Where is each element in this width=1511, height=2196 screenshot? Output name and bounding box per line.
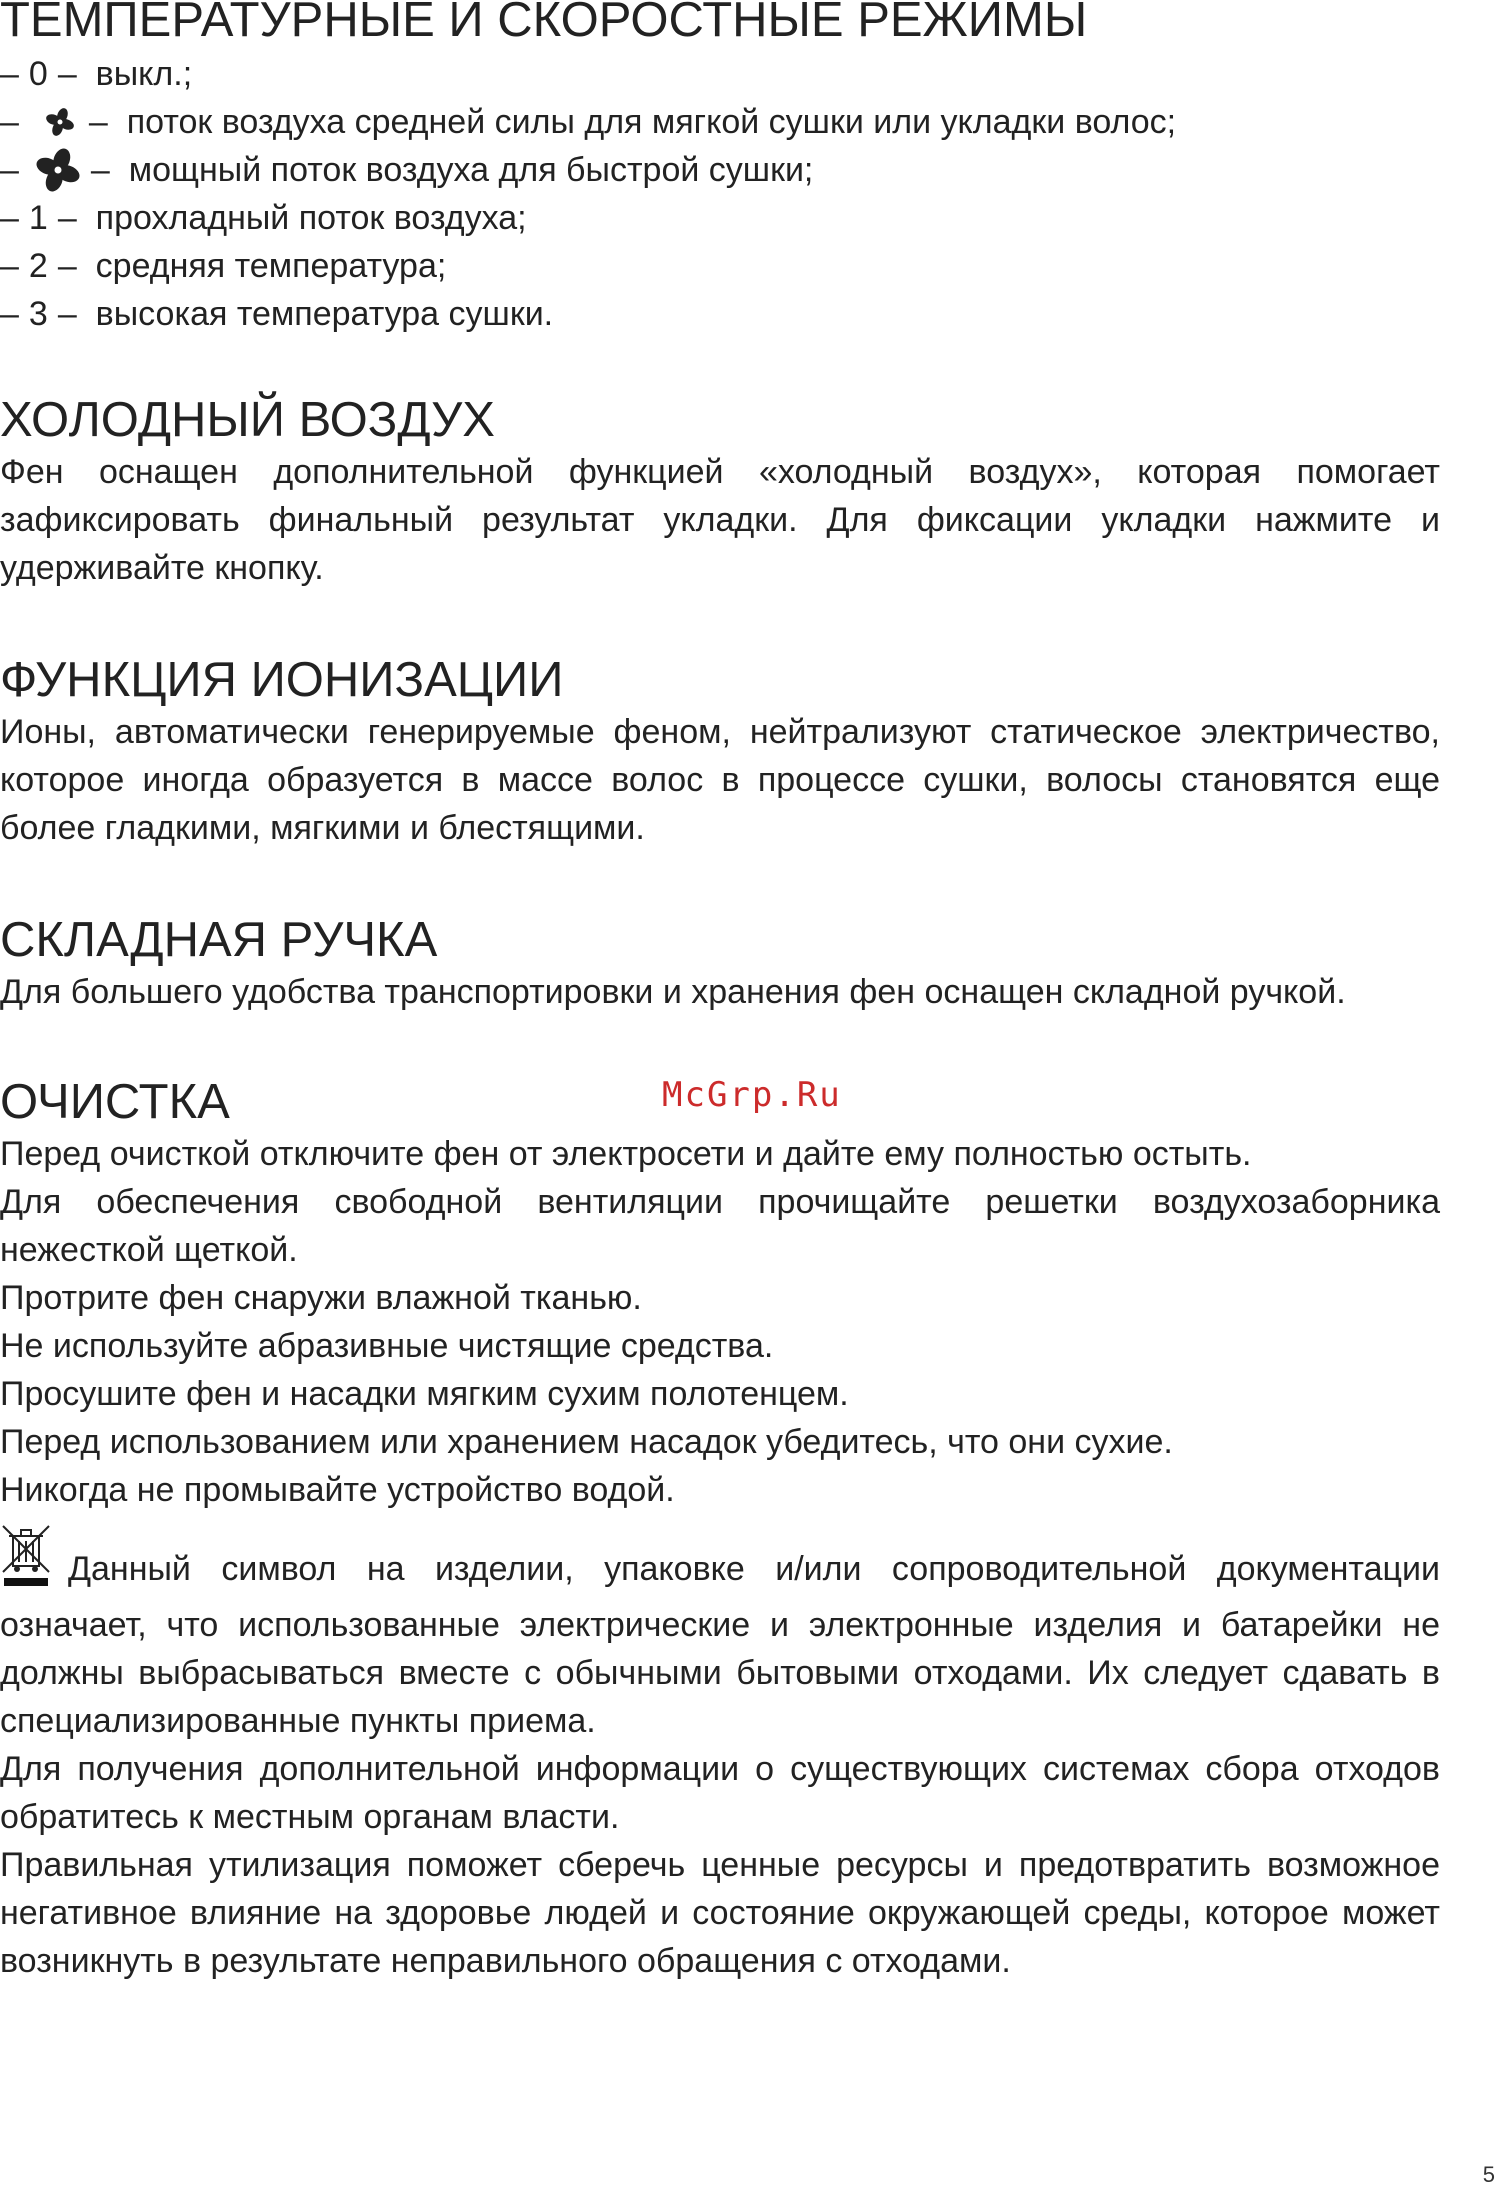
cold-air-title: ХОЛОДНЫЙ ВОЗДУХ <box>0 393 495 447</box>
ionization-section <box>0 652 1440 852</box>
cleaning-paragraph: Для обеспечения свободной вентиляции прочищайте решетки воздухозаборника нежесткой щеткой. <box>0 1183 1440 1269</box>
list-item: – 1 – прохладный поток воздуха; <box>0 194 1440 242</box>
page-number: 5 <box>1482 2162 1495 2187</box>
list-item: – – поток воздуха средней силы для мягкой сушки или укладки волос; <box>0 98 1440 146</box>
mode-text: высокая температура сушки. <box>95 295 554 333</box>
info-paragraph: Для получения дополнительной информации о существующих системах сбора отходов обратитесь к местным органам власти. <box>0 1750 1440 1836</box>
mode-text: средняя температура; <box>95 247 447 285</box>
handle-section <box>0 912 1440 1016</box>
ionization-text: Ионы, автоматически генерируемые феном, нейтрализуют статическое электричество, которое иногда образуется в массе волос в процессе сушки, волосы становятся еще более гладкими, мягкими и блестящими. <box>0 713 1440 847</box>
cleaning-title: ОЧИСТКА <box>0 1075 230 1129</box>
cleaning-paragraph: Никогда не промывайте устройство водой. <box>0 1471 675 1509</box>
weee-paragraph <box>0 1522 1440 1745</box>
cleaning-paragraph: Перед очисткой отключите фен от электросети и дайте ему полностью остыть. <box>0 1135 1252 1173</box>
cleaning-paragraph: Не используйте абразивные чистящие средства. <box>0 1327 774 1365</box>
disposal-paragraph: Правильная утилизация поможет сберечь ценные ресурсы и предотвратить возможное негативное влияние на здоровье людей и состояние окружающей среды, которое может возникнуть в результате неправильного обращения с отходами. <box>0 1846 1440 1980</box>
fan-small-icon <box>45 107 75 137</box>
list-item: – – мощный поток воздуха для быстрой сушки; <box>0 146 1440 194</box>
mode-text: мощный поток воздуха для быстрой сушки; <box>128 151 814 189</box>
weee-text: Данный символ на изделии, упаковке и/или сопроводительной документации означает, что использованные электрические и электронные изделия и батарейки не должны выбрасываться вместе с обычными бытовыми отходами. Их следует сдавать в специализированные пункты приема. <box>0 1550 1440 1740</box>
crossed-bin-icon <box>0 1522 54 1601</box>
list-item: – 0 – выкл.; <box>0 50 1440 98</box>
cleaning-paragraph: Просушите фен и насадки мягким сухим полотенцем. <box>0 1375 849 1413</box>
cleaning-paragraph: Перед использованием или хранением насадок убедитесь, что они сухие. <box>0 1423 1173 1461</box>
list-item: – 2 – средняя температура; <box>0 242 1440 290</box>
modes-title: ТЕМПЕРАТУРНЫЕ И СКОРОСТНЫЕ РЕЖИМЫ <box>0 0 1088 47</box>
mode-key: 3 <box>28 295 48 333</box>
mode-key: 1 <box>28 199 48 237</box>
handle-text: Для большего удобства транспортировки и хранения фен оснащен складной ручкой. <box>0 973 1346 1011</box>
list-item: – 3 – высокая температура сушки. <box>0 290 1440 338</box>
handle-title: СКЛАДНАЯ РУЧКА <box>0 913 438 967</box>
cleaning-paragraph: Протрите фен снаружи влажной тканью. <box>0 1279 642 1317</box>
fan-large-icon <box>35 147 81 193</box>
mode-key: 0 <box>28 55 48 93</box>
modes-section <box>0 0 1440 338</box>
mode-text: выкл.; <box>95 55 193 93</box>
mode-text: прохладный поток воздуха; <box>95 199 527 237</box>
mode-key: 2 <box>28 247 48 285</box>
modes-list <box>0 50 1440 338</box>
ionization-title: ФУНКЦИЯ ИОНИЗАЦИИ <box>0 653 564 707</box>
watermark: McGrp.Ru <box>662 1075 842 1115</box>
cleaning-section <box>0 1074 1440 1985</box>
cold-air-section <box>0 392 1440 592</box>
cold-air-text: Фен оснащен дополнительной функцией «холодный воздух», которая помогает зафиксировать финальный результат укладки. Для фиксации укладки нажмите и удерживайте кнопку. <box>0 453 1440 587</box>
mode-text: поток воздуха средней силы для мягкой сушки или укладки волос; <box>126 103 1177 141</box>
